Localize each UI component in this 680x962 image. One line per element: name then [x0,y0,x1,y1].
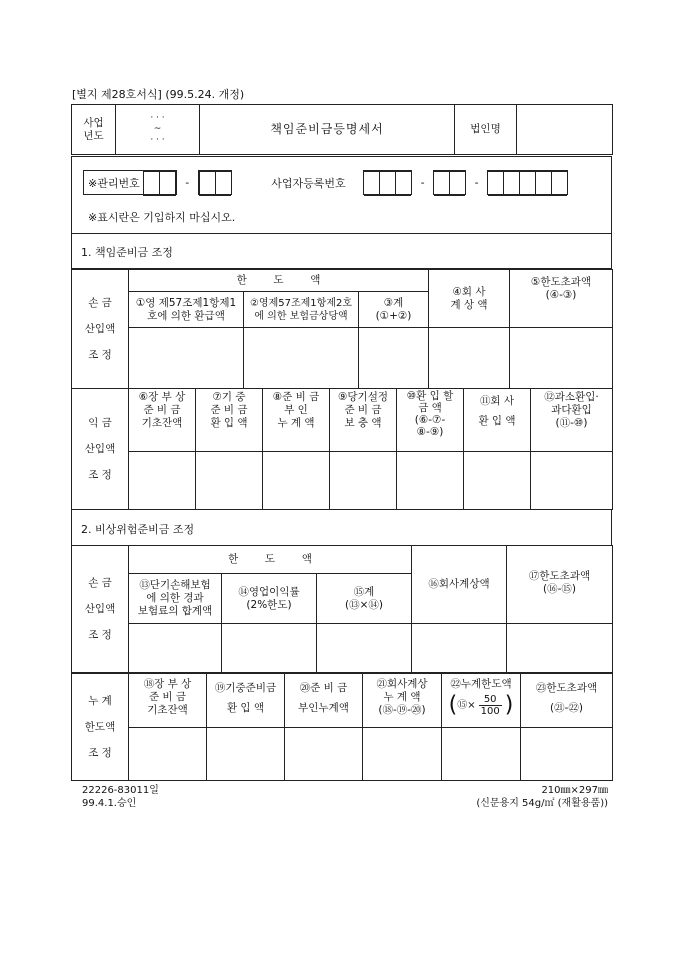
profit-side-label: 익 금 산입액 조 정 [72,389,129,510]
cell-12[interactable] [531,452,613,510]
col18-header: ⑱장 부 상 준 비 금 기초잔액 [129,674,207,728]
mgmt-number-label: ※관리번호 [88,177,140,190]
mgmt-cell[interactable] [143,171,160,196]
col22-header [442,674,521,728]
mgmt-number-box [83,170,177,195]
cat-limit-header: 한 도 액 [129,546,412,574]
cell-16[interactable] [412,624,507,673]
bizreg-box2 [433,170,466,195]
bizreg-cell[interactable] [535,171,552,196]
catastrophe-cumulative-table [71,673,613,781]
bizreg-box1 [363,170,412,195]
col20-header: ⑳준 비 금 부인누계액 [285,674,363,728]
form-title: 책임준비금등명세서 [200,105,455,155]
reserve-profit-table [71,388,613,510]
col11-header: ⑪회 사 환 입 액 [464,389,531,452]
cell-3[interactable] [359,328,429,389]
mgmt-cell[interactable] [159,171,176,196]
col17-header: ⑰한도초과액 (⑯-⑮) [507,546,613,624]
cell-1[interactable] [129,328,244,389]
business-year-label: 사업 년도 [72,105,116,155]
bizreg-cell[interactable] [364,171,380,196]
cell-23[interactable] [521,728,613,781]
bizreg-cell[interactable] [551,171,567,196]
title-table [71,104,613,155]
cell-18[interactable] [129,728,207,781]
cell-22[interactable] [442,728,521,781]
col21-header: ㉑회사계상 누 계 액 (⑱-⑲-⑳) [363,674,442,728]
mgmt-number-box2 [198,170,232,195]
col4-header: ④회 사 계 상 액 [429,270,510,328]
corp-name-label: 법인명 [455,105,517,155]
income-side-label: 손 금 산입액 조 정 [72,270,129,389]
cell-19[interactable] [207,728,285,781]
cell-5[interactable] [510,328,613,389]
dash: - [420,176,425,189]
mgmt-cell[interactable] [215,171,231,196]
corp-name-field[interactable] [517,105,613,155]
col3-header: ③계 (①+②) [359,292,429,328]
col16-header: ⑯회사계상액 [412,546,507,624]
col8-header: ⑧준 비 금 부 인 누 계 액 [263,389,330,452]
limit-header: 한 도 액 [129,270,429,292]
col22-formula: (⑮× $\frac{50}{100}$ ) [448,692,514,718]
col22-denominator: 100 [480,706,500,717]
col9-header: ⑨당기설정 준 비 금 보 충 액 [330,389,397,452]
bizreg-cell[interactable] [503,171,520,196]
col23-header: ㉓한도초과액 (㉑-㉒) [521,674,613,728]
col22-formula-lead: ⑮× [457,700,476,711]
cell-10[interactable] [397,452,464,510]
bizreg-cell[interactable] [434,171,450,196]
form-reference: [별지 제28호서식] (99.5.24. 개정) [72,88,245,101]
cell-7[interactable] [196,452,263,510]
bizreg-cell[interactable] [395,171,411,196]
business-year-range[interactable]: · · · ~ · · · [116,105,200,155]
reserve-income-table [71,269,613,389]
cell-15[interactable] [317,624,412,673]
cell-17[interactable] [507,624,613,673]
bizreg-cell[interactable] [449,171,465,196]
mgmt-cell[interactable] [199,171,216,196]
catastrophe-income-table [71,545,613,673]
cell-21[interactable] [363,728,442,781]
cell-4[interactable] [429,328,510,389]
cell-8[interactable] [263,452,330,510]
marked-fields-note: ※표시란은 기입하지 마십시오. [88,211,236,224]
section1-title: 1. 책임준비금 조정 [81,246,173,259]
col19-header: ⑲기중준비금 환 입 액 [207,674,285,728]
section2-title-box [71,509,612,546]
bizreg-cell[interactable] [488,171,504,196]
col5-header: ⑤한도초과액 (④-③) [510,270,613,328]
col10-header: ⑩환 입 할 금 액 (⑥-⑦- ⑧-⑨) [397,389,464,452]
cell-2[interactable] [244,328,359,389]
form-code: 22226-83011일 99.4.1.승인 [82,785,159,809]
bizreg-label: 사업자등록번호 [271,176,346,190]
cell-13[interactable] [129,624,222,673]
col22-numerator: 50 [479,694,502,706]
bizreg-box3 [487,170,568,195]
id-row [83,170,568,195]
col14-header: ⑭영업이익률 (2%한도) [222,574,317,624]
col13-header: ⑬단기손해보험 에 의한 경과 보험료의 합계액 [129,574,222,624]
col2-header: ②영제57조제1항제2호 에 의한 보험금상당액 [244,292,359,328]
section1-title-box [71,232,612,269]
cat-income-side-label: 손 금 산입액 조 정 [72,546,129,673]
cell-11[interactable] [464,452,531,510]
col1-header: ①영 제57조제1항제1 호에 의한 환급액 [129,292,244,328]
col22-title: ㉒누계한도액 [450,678,512,690]
cell-14[interactable] [222,624,317,673]
col7-header: ⑦기 중 준 비 금 환 입 액 [196,389,263,452]
cum-side-label: 누 계 한도액 조 정 [72,674,129,781]
bizreg-cell[interactable] [379,171,396,196]
paper-size: 210㎜×297㎜ (신문용지 54g/㎡ (재활용품)) [476,785,608,809]
dash: - [185,176,190,189]
id-section [71,156,612,234]
cell-9[interactable] [330,452,397,510]
dash: - [474,176,479,189]
col15-header: ⑮계 (⑬×⑭) [317,574,412,624]
col6-header: ⑥장 부 상 준 비 금 기초잔액 [129,389,196,452]
cell-6[interactable] [129,452,196,510]
section2-title: 2. 비상위험준비금 조정 [81,523,195,536]
cell-20[interactable] [285,728,363,781]
bizreg-cell[interactable] [519,171,536,196]
col12-header: ⑫과소환입· 과다환입 (⑪-⑩) [531,389,613,452]
